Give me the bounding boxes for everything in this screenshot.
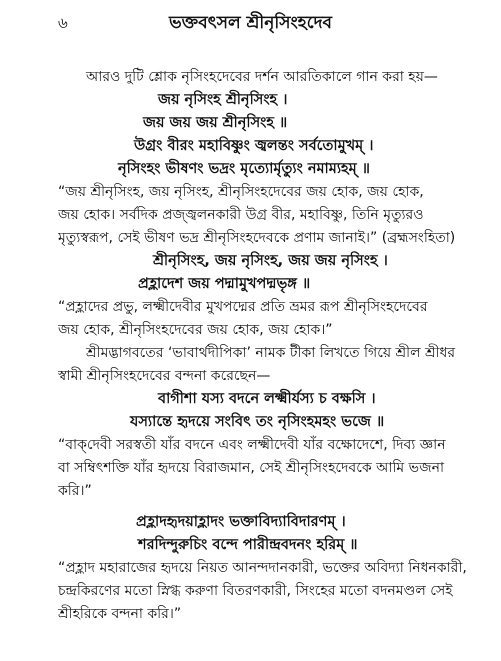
verse-line: প্রহ্লাদেশ জয় পদ্মামুখপদ্মভৃঙ্গ ॥ — [138, 276, 311, 292]
commentary-line: শ্রীমদ্ভাগবতের ‘ভাবার্থদীপিকা’ নামক টীকা লিখতে গিয়ে শ্রীল শ্রীধর — [86, 345, 456, 361]
verse-line: উগ্রং বীরং মহাবিষ্ণুং জ্বলন্তং সর্বতোমুখম্ । — [134, 138, 374, 154]
translation-line: “প্রহ্লাদ মহারাজের হৃদয়ে নিয়ত আনন্দদানকারী, ভক্তের অবিদ্যা নিধনকারী, — [58, 560, 467, 576]
running-title: ভক্তবৎসল শ্রীনৃসিংহদেব — [169, 13, 332, 33]
page-header — [0, 10, 501, 36]
verse-line: জয় জয় জয় শ্রীনৃসিংহ ॥ — [143, 115, 288, 131]
verse-line: প্রহ্লাদহৃদয়াহ্লাদং ভক্তাবিদ্যাবিদারণম্ । — [136, 514, 346, 530]
translation-line: “বাক্‌দেবী সরস্বতী যাঁর বদনে এবং লক্ষ্মীদেবী যাঁর বক্ষোদেশে, দিব্য জ্ঞান — [58, 437, 446, 453]
translation-line: জয় হোক। সর্বদিক প্রজ্জ্বলনকারী উগ্র বীর, মহাবিষ্ণু, তিনি মৃত্যুরও — [58, 207, 424, 223]
translation-line: “জয় শ্রীনৃসিংহ, জয় নৃসিংহ, শ্রীনৃসিংহদেবের জয় হোক, জয় হোক, — [58, 184, 424, 200]
verse-line: জয় নৃসিংহ শ্রীনৃসিংহ । — [158, 92, 288, 108]
translation-line: বা সম্বিৎশক্তি যাঁর হৃদয়ে বিরাজমান, সেই শ্রীনৃসিংহদেবকে আমি ভজনা — [58, 460, 445, 476]
page-body — [58, 66, 488, 626]
verse-line: যস্যান্তে হৃদয়ে সংবিৎ তং নৃসিংহমহং ভজে ॥ — [130, 414, 385, 430]
intro-paragraph: আরও দুটি শ্লোক নৃসিংহদেবের দর্শন আরতিকালে গান করা হয়— — [86, 69, 438, 85]
translation-line: মৃত্যুস্বরূপ, সেই ভীষণ ভদ্র শ্রীনৃসিংহদেবকে প্রণাম জানাই।” (ব্রহ্মসংহিতা) — [58, 230, 456, 246]
translation-line: শ্রীহরিকে বন্দনা করি।” — [58, 606, 182, 622]
translation-line: চন্দ্রকিরণের মতো স্নিগ্ধ করুণা বিতরণকারী, সিংহের মতো বদনমণ্ডল সেই — [58, 583, 453, 599]
spacer — [58, 503, 488, 511]
page-number: ৬ — [58, 14, 68, 32]
verse-line: নৃসিংহং ভীষণং ভদ্রং মৃত্যোর্মৃত্যুং নমাম্যহম্ ॥ — [118, 161, 370, 177]
verse-line: শ্রীনৃসিংহ, জয় নৃসিংহ, জয় জয় নৃসিংহ । — [153, 253, 388, 269]
translation-line: জয় হোক, শ্রীনৃসিংহদেবের জয় হোক, জয় হোক।” — [58, 322, 333, 338]
verse-line: শরদিন্দুরুচিং বন্দে পারীন্দ্রবদনং হরিম্ ॥ — [138, 537, 358, 553]
commentary-line: স্বামী শ্রীনৃসিংহদেবের বন্দনা করেছেন— — [58, 368, 271, 384]
translation-line: করি।” — [58, 483, 92, 499]
translation-line: “প্রহ্লাদের প্রভু, লক্ষ্মীদেবীর মুখপদ্মের প্রতি ভ্রমর রূপ শ্রীনৃসিংহদেবের — [58, 299, 428, 315]
verse-line: বাগীশা যস্য বদনে লক্ষ্মীর্যস্য চ বক্ষসি । — [158, 391, 376, 407]
